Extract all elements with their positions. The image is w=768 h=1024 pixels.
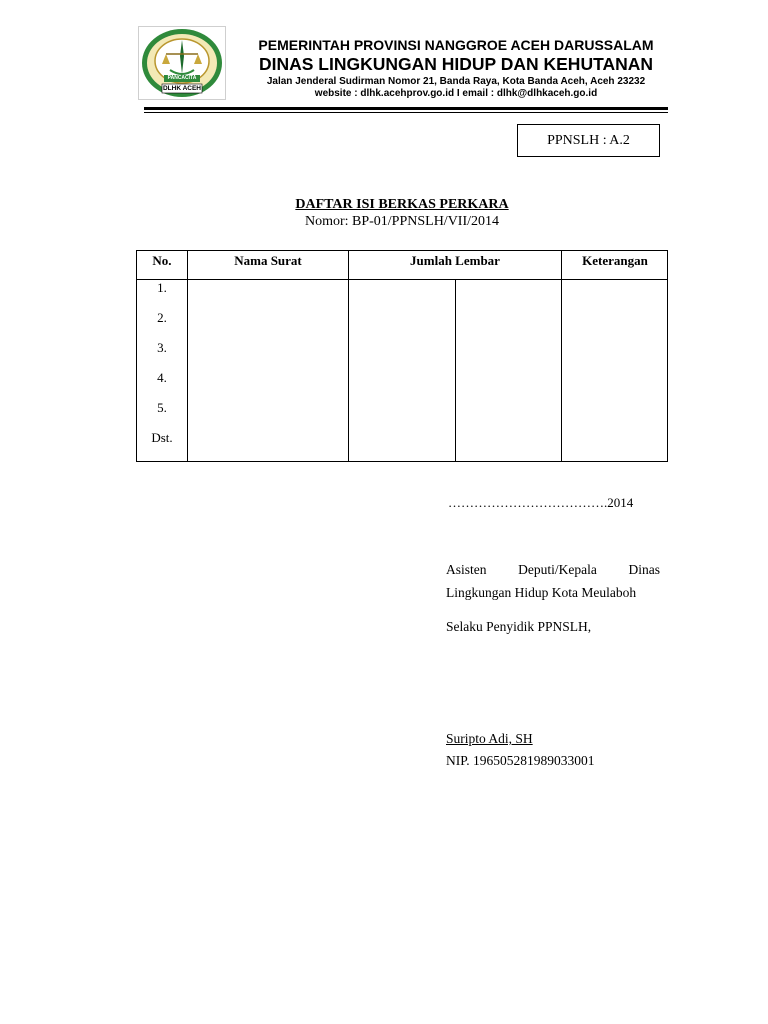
table-row-number: 1. [157, 280, 167, 295]
table-column-divider [561, 250, 562, 462]
table-row-number: 3. [157, 340, 167, 355]
letterhead-rule-thick [144, 107, 668, 110]
contents-table [136, 250, 668, 462]
signature-date: ……………………………….2014 [448, 495, 634, 510]
table-column-divider [348, 250, 349, 462]
dlhk-logo [138, 26, 226, 100]
form-code: PPNSLH : A.2 [547, 132, 630, 148]
table-row-number: 5. [157, 400, 167, 415]
signature-position-line2: Lingkungan Hidup Kota Meulaboh [446, 585, 637, 600]
signature-role: Selaku Penyidik PPNSLH, [446, 619, 592, 634]
government-name: PEMERINTAH PROVINSI NANGGROE ACEH DARUSSALAM [258, 37, 654, 53]
agency-name: DINAS LINGKUNGAN HIDUP DAN KEHUTANAN [258, 54, 654, 74]
agency-address: Jalan Jenderal Sudirman Nomor 21, Banda Raya, Kota Banda Aceh, Aceh 23232 [266, 76, 646, 87]
table-row-number: 4. [157, 370, 167, 385]
document-title: DAFTAR ISI BERKAS PERKARA [295, 197, 509, 212]
signatory-name: Suripto Adi, SH [446, 731, 533, 746]
header-jumlah-lembar: Jumlah Lembar [410, 253, 500, 268]
signatory-nip: NIP. 196505281989033001 [446, 753, 595, 768]
table-column-divider [455, 279, 456, 462]
letterhead-rule-thin [144, 112, 668, 113]
header-keterangan: Keterangan [582, 253, 648, 268]
table-column-divider [187, 250, 188, 462]
table-row-number: Dst. [151, 430, 173, 445]
logo-text: DLHK ACEH [162, 85, 202, 92]
header-no: No. [152, 253, 172, 268]
document-number: Nomor: BP-01/PPNSLH/VII/2014 [304, 214, 500, 229]
agency-contact: website : dlhk.acehprov.go.id I email : dlhk@dlhkaceh.go.id [314, 88, 598, 99]
table-header-divider [136, 279, 668, 280]
header-nama-surat: Nama Surat [234, 253, 302, 268]
signature-position-line1: Asisten Deputi/Kepala Dinas [446, 562, 660, 577]
table-row-number: 2. [157, 310, 167, 325]
logo-caption: PANCACITA [167, 75, 197, 81]
form-code-box [517, 124, 660, 157]
